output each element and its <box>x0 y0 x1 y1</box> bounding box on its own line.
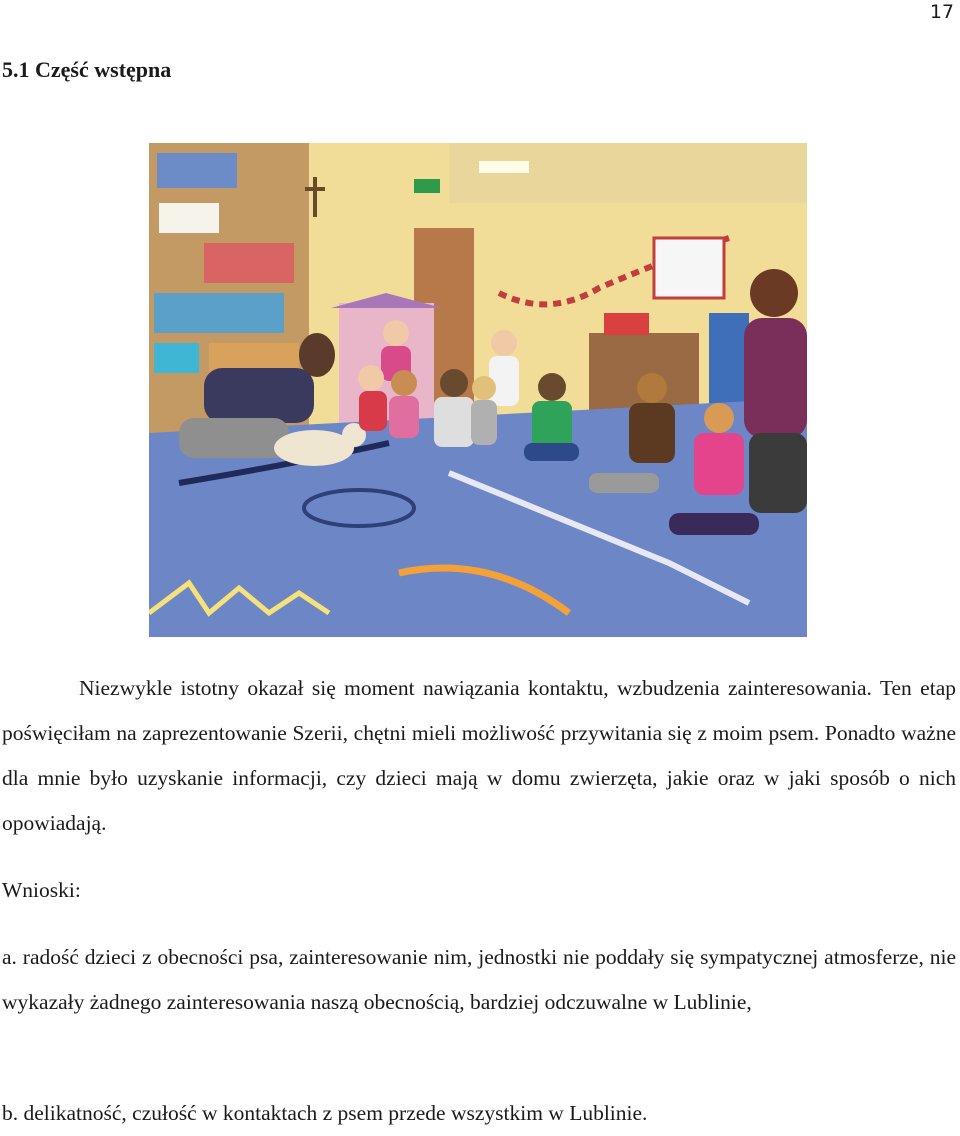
teacher-legs <box>179 418 289 458</box>
conclusions-label: Wnioski: <box>2 878 81 902</box>
classroom-photo <box>149 143 807 637</box>
conclusion-item-a <box>2 935 956 1025</box>
poster <box>159 203 219 233</box>
shelf-books <box>204 243 294 283</box>
conclusion-item-a-text: a. radość dzieci z obecności psa, zainteresowanie nim, jednostki nie poddały się sympatycznej atmosferze, nie wykazały żadnego zainteresowania naszą obecnością, bardziej odczuwalne w Lublinie, <box>2 945 956 1014</box>
exit-sign <box>414 179 440 193</box>
toy-truck <box>604 313 649 335</box>
teacher-right-body <box>744 318 807 438</box>
cross-bar <box>305 187 325 191</box>
cross-icon <box>313 177 317 217</box>
teacher-right-head <box>750 269 798 317</box>
dog <box>274 430 354 466</box>
shelf-toys <box>157 153 237 188</box>
conclusion-item-b: b. delikatność, czułość w kontaktach z psem przede wszystkim w Lublinie. <box>2 1101 648 1125</box>
classroom-photo-illustration <box>149 143 807 637</box>
shelf-boxes <box>154 293 284 333</box>
teacher-right-legs <box>749 433 807 513</box>
wall-poster <box>654 238 724 298</box>
intro-paragraph-text: Niezwykle istotny okazał się moment nawiązania kontaktu, wzbudzenia zainteresowania. Ten etap poświęciłam na zaprezentowanie Szerii, chętni mieli możliwość przywitania się z moim psem. Ponadto ważne dla mnie było uzyskanie informacji, czy dzieci mają w domu zwierzęta, jakie oraz w jaki sposób o nich opowiadają. <box>2 676 956 835</box>
intro-paragraph <box>2 666 956 846</box>
blue-box <box>154 343 199 373</box>
teacher-body <box>204 368 314 423</box>
page-number: 17 <box>929 1 954 23</box>
section-heading: 5.1 Część wstępna <box>2 57 172 82</box>
ceiling-lamp <box>479 161 529 173</box>
